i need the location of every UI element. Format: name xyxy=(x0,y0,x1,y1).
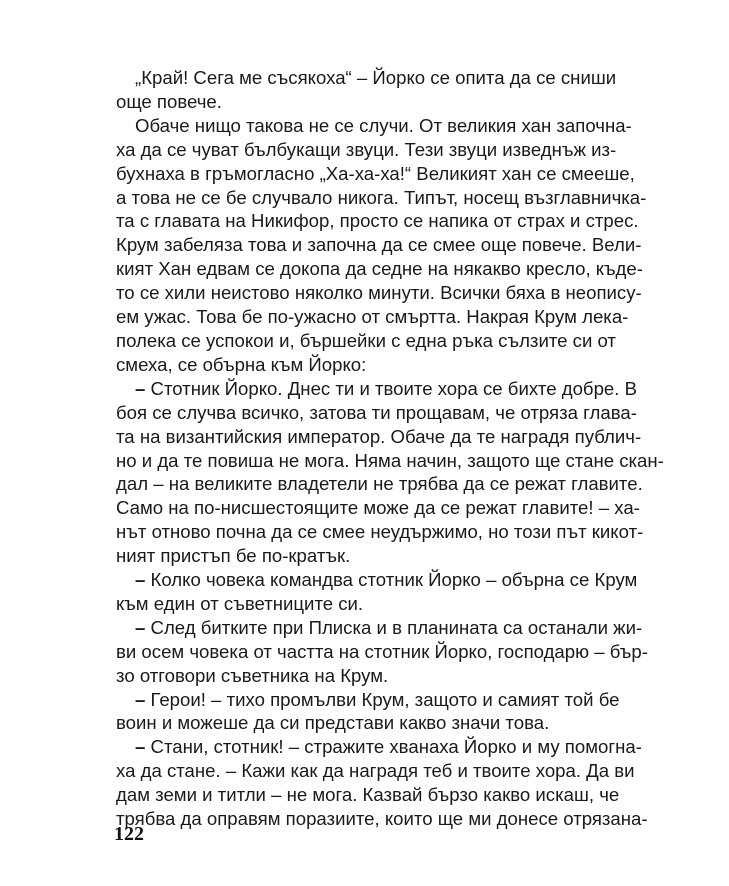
text-line xyxy=(116,616,643,640)
text-line xyxy=(116,688,620,712)
text-line: към един от съветниците си. xyxy=(116,592,364,614)
text-line: та на византийския император. Обаче да те наградя публич- xyxy=(116,425,642,447)
dialogue-paragraph xyxy=(116,568,638,616)
line-text: Стотник Йорко. Днес ти и твоите хора се бихте добре. В xyxy=(145,377,637,399)
body-text xyxy=(116,66,664,831)
text-line: Крум забеляза това и започна да се смее още повече. Вели- xyxy=(116,234,642,256)
text-line: зо отговори съветника на Крум. xyxy=(116,664,389,686)
line-text: След битките при Плиска и в планината са останали жи- xyxy=(145,616,643,638)
dialogue-paragraph xyxy=(116,377,664,568)
text-line: нът отново почна да се смее неудържимо, но този път кикот- xyxy=(116,521,644,543)
text-line: Обаче нищо такова не се случи. От великия хан започна- xyxy=(135,114,632,136)
text-line xyxy=(116,735,642,759)
dialogue-paragraph xyxy=(116,616,648,688)
text-line: а това не се бе случвало никога. Типът, носещ възглавничка- xyxy=(116,186,647,208)
dialogue-dash: – xyxy=(135,688,146,710)
dialogue-dash: – xyxy=(135,736,146,758)
text-line: ха да се чуват бълбукащи звуци. Тези звуци изведнъж из- xyxy=(116,138,617,160)
text-line: още повече. xyxy=(116,90,222,112)
line-text: Колко човека командва стотник Йорко – обърна се Крум xyxy=(145,569,638,591)
text-line xyxy=(116,568,638,592)
text-line: дал – на великите владетели не трябва да се режат главите. xyxy=(116,473,643,495)
line-text: Герои! – тихо промълви Крум, защото и самият той бе xyxy=(145,688,620,710)
paragraph xyxy=(116,66,617,114)
text-line: кият Хан едвам се докопа да седне на някакво кресло, къде- xyxy=(116,258,643,280)
page-number: 122 xyxy=(114,823,144,845)
text-line: то се хили неистово няколко минути. Всички бяха в неопису- xyxy=(116,282,642,304)
dialogue-dash: – xyxy=(135,569,146,591)
dialogue-paragraph xyxy=(116,688,620,736)
text-line xyxy=(116,377,637,401)
text-line: Само на по-нисшестоящите може да се режат главите! – ха- xyxy=(116,497,640,519)
text-line: ха да стане. – Кажи как да наградя теб и твоите хора. Да ви xyxy=(116,760,635,782)
dialogue-dash: – xyxy=(135,616,146,638)
paragraph xyxy=(116,114,647,377)
text-line: бухнаха в гръмогласно „Ха-ха-ха!“ Великият хан се смееше, xyxy=(116,162,635,184)
text-line: полека се успокои и, бършейки с една ръка сълзите си от xyxy=(116,329,616,351)
text-line: боя се случва всичко, затова ти прощавам, че отряза глава- xyxy=(116,401,637,423)
text-line: смеха, се обърна към Йорко: xyxy=(116,353,367,375)
text-line: дам земи и титли – не мога. Казвай бързо какво искаш, че xyxy=(116,784,620,806)
dialogue-dash: – xyxy=(135,377,146,399)
dialogue-paragraph xyxy=(116,735,648,831)
line-text: Стани, стотник! – стражите хванаха Йорко и му помогна- xyxy=(145,736,642,758)
text-line: та с главата на Никифор, просто се напика от страх и стрес. xyxy=(116,210,639,232)
text-line: ният пристъп бе по-кратък. xyxy=(116,545,351,567)
text-line: ви осем човека от частта на стотник Йорко, господарю – бър- xyxy=(116,640,648,662)
text-line: но и да те повиша не мога. Няма начин, защото ще стане скан- xyxy=(116,449,664,471)
text-line: ем ужас. Това бе по-ужасно от смъртта. Накрая Крум лека- xyxy=(116,306,629,328)
text-line: воин и можеше да си представи какво значи това. xyxy=(116,712,550,734)
text-line: трябва да оправям поразиите, които ще ми донесе отрязана- xyxy=(116,808,648,830)
text-line: „Край! Сега ме съсякоха“ – Йорко се опита да се сниши xyxy=(135,67,617,88)
